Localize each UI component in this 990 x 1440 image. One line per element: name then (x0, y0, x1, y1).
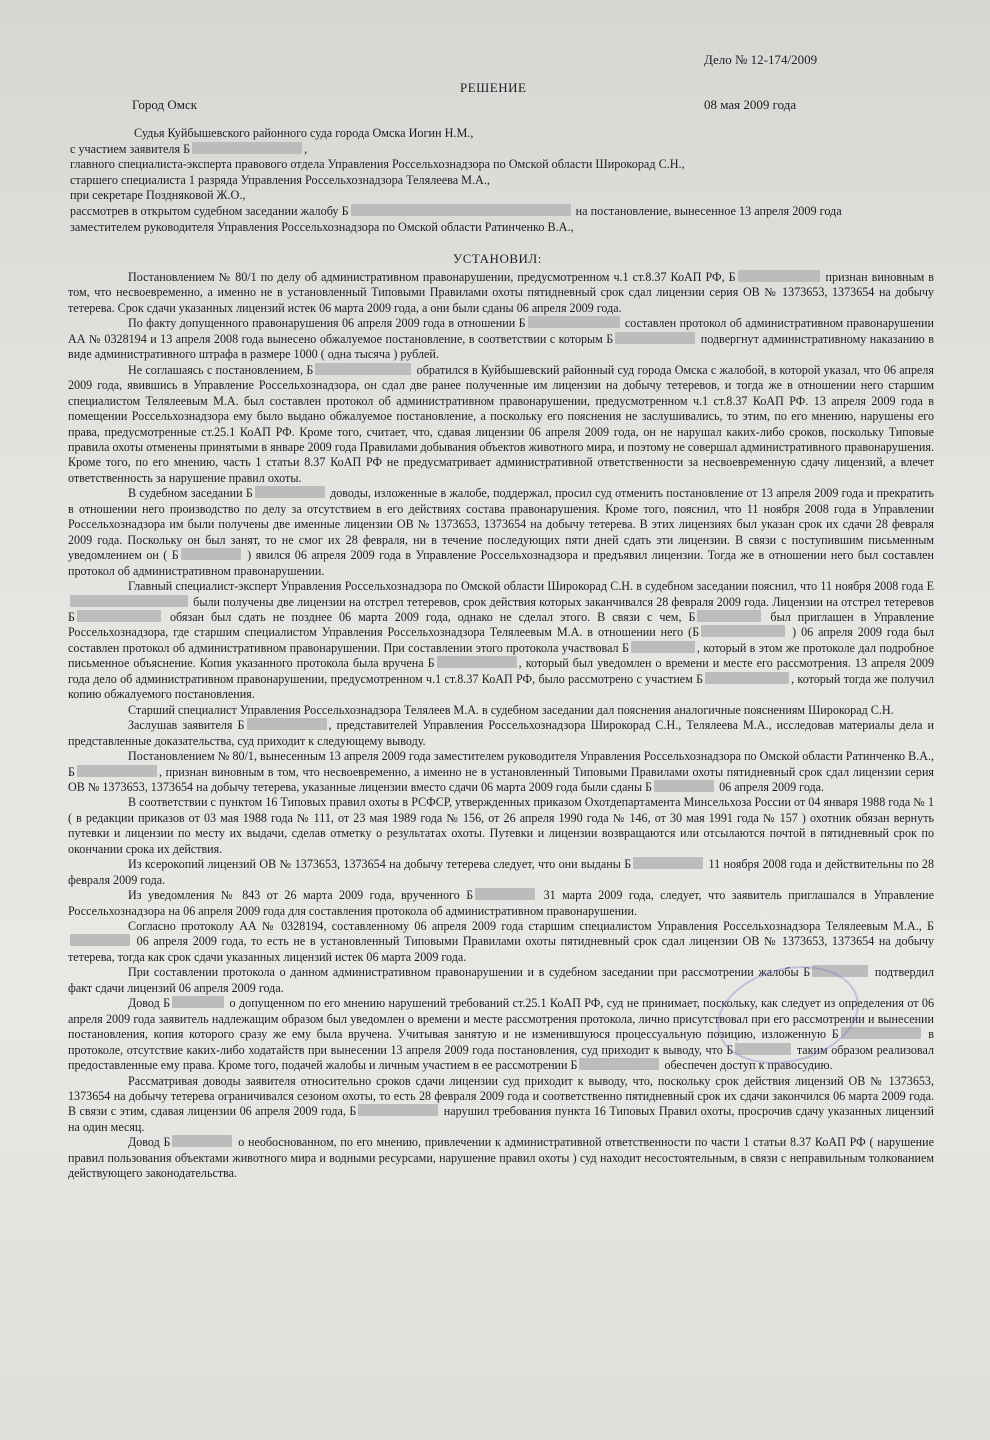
redaction (192, 142, 302, 154)
redaction (705, 672, 789, 684)
redaction (255, 486, 325, 498)
paragraph-text: Главный специалист-эксперт Управления Россельхознадзора по Омской области Широкорад С.Н. в судебном заседании пояснил, что 11 ноября 2008 года Е (128, 579, 934, 594)
redaction (528, 316, 620, 328)
paragraph (68, 703, 934, 718)
paragraph (68, 316, 934, 362)
redaction (738, 270, 820, 282)
paragraph (68, 1074, 934, 1136)
paragraph (68, 749, 934, 795)
redaction (247, 718, 327, 730)
redaction (77, 610, 161, 622)
paragraph-text: Не соглашаясь с постановлением, Б (128, 362, 314, 377)
paragraph-text: Из уведомления № 843 от 26 марта 2009 года, врученного Б (128, 888, 474, 903)
paragraph (68, 888, 934, 919)
paragraph-text: нарушил требования пункта 16 Типовых Правил охоты, просрочив сдачу указанных лицензий на один месяц. (68, 1104, 934, 1134)
paragraph-text: обеспечен доступ к правосудию. (661, 1058, 833, 1073)
paragraph-text: был приглашен в Управление Россельхознадзора, где старшим специалистом Управления Россельхознадзора Телялеевым М.А. в отношении него (Б (68, 609, 934, 640)
redaction (633, 857, 703, 869)
paragraph-text: подвергнут административному наказанию в виде административного штрафа в размере 1000 ( одна тысяча ) рублей. (68, 331, 934, 362)
paragraph-text: ) явился 06 апреля 2009 года в Управление Россельхознадзора и предъявил лицензии. Тогда же в отношении него был составлен протокол об административном правонарушении. (68, 548, 934, 578)
paragraph-text: были получены две лицензии на отстрел тетеревов, срок действия которых заканчивался 28 февраля 2009 года. Лицензии на отстрел тетеревов Б (68, 594, 934, 624)
paragraph-text: в протоколе, отсутствие каких-либо ходатайств при вынесении 13 апреля 2009 года постановления, суд приходит к выводу, что Б (68, 1027, 935, 1057)
paragraph-text: Заслушав заявителя Б (128, 718, 245, 733)
paragraph-text: 11 ноября 2008 года и действительны по 28 февраля 2009 года. (68, 857, 935, 887)
redaction (697, 610, 761, 622)
paragraph-text: Довод Б (128, 1135, 171, 1150)
redaction (615, 332, 695, 344)
paragraph-text: Довод Б (128, 996, 171, 1011)
intro-secretary: при секретаре Поздняковой Ж.О., (70, 188, 246, 203)
intro-block (70, 126, 936, 235)
paragraph-text: По факту допущенного правонарушения 06 апреля 2009 года в отношении Б (128, 316, 526, 331)
paragraph-text: о допущенном по его мнению нарушений требований ст.25.1 КоАП РФ, суд не принимает, поскольку, как следует из определения от 06 апреля 2009 года заявитель надлежащим образом был уведомлен о времени и месте рассмотрения протокола, лично присутствовал при его рассмотрении и вынесении постановления, копия которого сразу же ему была вручена. Учитывая занятую и не изменившуюся процессуальную позицию, изложенную Б (68, 996, 934, 1042)
paragraph-text: Постановлением № 80/1, вынесенным 13 апреля 2009 года заместителем руководителя Управления Россельхознадзора по Омской области Ратинченко В.А., Б (68, 749, 934, 779)
paragraph (68, 579, 934, 703)
paragraph (68, 486, 934, 579)
paragraph-text: обратился в Куйбышевский районный суд города Омска с жалобой, в которой указал, что 06 апреля 2009 года, явившись в Управление Россельхознадзора, он сдал две ранее полученные им лицензии на добычу тетеревов, и тогда же в отношении него старшим специалистом Телялеевым М.А. был составлен протокол об административном правонарушении, предусмотренном ч.1 ст.8.37 КоАП РФ. 13 апреля 2009 года в помещении Россельхознадзора ему было выдано обжалуемое постановление, а поскольку его пояснения не заслушивались, то этим, по его мнению, нарушены его права, предусмотренные ст.25.1 КоАП РФ. Кроме того, считает, что, сдавая лицензии 06 апреля 2009 года, он не нарушал каких-либо сроков, поскольку Типовые правила охоты отменены принятыми в январе 2009 года Правилами добывания объектов животного мира, и поэтому не совершал административного правонарушения. Кроме того, по его мнению, часть 1 статьи 8.37 КоАП РФ не предусматривает административной ответственности за несвоевременную сдачу лицензий, а влечет ответственность за нарушение правил охоты. (68, 362, 934, 485)
intro-specialist: старшего специалиста 1 разряда Управления Россельхознадзора Телялеева М.А., (70, 172, 490, 187)
paragraph (68, 919, 934, 965)
paragraph (68, 1135, 934, 1181)
paragraph-text: , который тогда же получил копию обжалуемого постановления. (68, 671, 934, 702)
paragraph-text: , который в этом же протоколе дал подробное письменное объяснение. Копия указанного протокола была вручена Б (68, 640, 934, 671)
redaction (172, 1135, 232, 1147)
date: 08 мая 2009 года (704, 97, 797, 112)
document-title: РЕШЕНИЕ (460, 80, 527, 95)
redaction (437, 656, 517, 668)
paragraph-text: В соответствии с пунктом 16 Типовых правил охоты в РСФСР, утвержденных приказом Охотдепартамента Минсельхоза России от 04 января 1988 года № 1 ( в редакции приказов от 03 мая 1988 года № 111, от 23 мая 1989 года № 156, от 26 апреля 1990 года № 146, от 30 мая 1991 года № 157 ) охотник обязан вернуть путевки и лицензии по месту их выдачи, сделав отметку о результатах охоты. Путевки и лицензии возвращаются или отсылаются почтой в пятидневный срок по окончании срока их действия. (68, 795, 934, 856)
paragraph-text: таким образом реализовал предоставленные ему права. Кроме того, подачей жалобы и личным участием в ее рассмотрении Б (68, 1042, 934, 1073)
redaction (701, 625, 785, 637)
intro-complaint: рассмотрев в открытом судебном заседании жалобу Б на постановление, вынесенное 13 апреля 2009 года (70, 203, 842, 218)
section-heading: УСТАНОВИЛ: (453, 251, 542, 266)
paragraph-text: , представителей Управления Россельхознадзора Широкорад С.Н., Телялеева М.А., исследовав материалы дела и представленные доказательства, суд приходит к следующему выводу. (68, 718, 934, 748)
intro-expert: главного специалиста-эксперта правового отдела Управления Россельхознадзора по Омской области Широкорад С.Н., (70, 157, 685, 172)
paragraph-text: составлен протокол об административном правонарушении АА № 0328194 и 13 апреля 2008 года вынесено обжалуемое постановление, в соответствии с которым Б (68, 316, 934, 346)
paragraph (68, 270, 934, 316)
paragraph (68, 857, 934, 888)
paragraph-text: , признан виновным в том, что несвоевременно, а именно не в установленный Типовыми Правилами охоты пятидневный срок сдал лицензии серия ОВ № 1373653, 1373654 на добычу тетерева, указанные лицензии вместо сдачи 06 марта 2009 года были сданы Б (68, 764, 934, 794)
redaction (70, 934, 130, 946)
paragraph-text: Постановлением № 80/1 по делу об административном правонарушении, предусмотренном ч.1 ст.8.37 КоАП РФ, Б (128, 270, 736, 284)
redaction (315, 363, 411, 375)
paragraph-text: 31 марта 2009 года, следует, что заявитель приглашался в Управление Россельхознадзора на 06 апреля 2009 года для составления протокола об административном правонарушении. (68, 888, 934, 918)
redaction (475, 888, 535, 900)
paragraph-text: Рассматривая доводы заявителя относительно сроков сдачи лицензии суд приходит к выводу, что, поскольку срок действия лицензий ОВ № 1373653, 1373654 на добычу тетерева ограничивался сезоном охоты, то есть 28 февраля 2009 года и соответственно пятидневный срок их сдачи закончился 06 марта 2009 года. В связи с этим, сдавая лицензии 06 апреля 2009 года, Б (68, 1073, 934, 1119)
redaction (841, 1027, 921, 1039)
paragraph-text: о необоснованном, по его мнению, привлечении к административной ответственности по части 1 статьи 8.37 КоАП РФ ( нарушение правил пользования объектами животного мира и водными ресурсами, нарушение правил охоты ) суд находит несостоятельным, в связи с неправильным толкованием действующего законодательства. (68, 1135, 934, 1181)
intro-judge: Судья Куйбышевского районного суда города Омска Иогин Н.М., (134, 126, 474, 140)
redaction (631, 641, 695, 653)
paragraph-text: признан виновным в том, что несвоевременно, а именно не в установленный Типовыми Правилами охоты пятидневный срок сдал лицензии серия ОВ № 1373653, 1373654 на добычу тетерева. Срок сдачи указанных лицензий истек 06 марта 2009 года, а они были сданы 06 апреля 2009 года. (68, 270, 934, 315)
paragraph-text: Из ксерокопий лицензий ОВ № 1373653, 1373654 на добычу тетерева следует, что они выданы Б (128, 857, 632, 872)
paragraph-text: , который был уведомлен о времени и месте его рассмотрения. 13 апреля 2009 года дело об административном правонарушении, предусмотренном ч.1 ст.8.37 КоАП РФ, было рассмотрено с участием Б (68, 656, 934, 686)
paragraph-text: В судебном заседании Б (128, 486, 253, 501)
redaction (351, 204, 571, 216)
redaction (77, 765, 157, 777)
redaction (70, 595, 188, 607)
intro-deputy: заместителем руководителя Управления Россельхознадзора по Омской области Ратинченко В.А., (70, 219, 574, 234)
paragraph-text: подтвердил факт сдачи лицензий 06 апреля 2009 года. (68, 965, 934, 995)
paragraph (68, 363, 934, 487)
case-number: Дело № 12-174/2009 (704, 52, 818, 67)
paragraph-text: 06 апреля 2009 года, то есть не в установленный Типовыми Правилами охоты пятидневный срок сдал лицензии ОВ № 1373653, 1373654 на добычу тетерева, тогда как срок сдачи указанных лицензий истек 06 марта 2009 года. (68, 934, 934, 964)
paragraph-text: Согласно протоколу АА № 0328194, составленному 06 апреля 2009 года старшим специалистом Управления Россельхознадзора Телялеевым М.А., Б (128, 919, 934, 934)
redaction (358, 1104, 438, 1116)
paragraph (68, 795, 934, 857)
paragraph (68, 718, 934, 749)
redaction (181, 548, 241, 560)
paragraph-text: обязан был сдать не позднее 06 марта 2009 года, однако не сделал этого. В связи с чем, Б (162, 609, 696, 624)
paragraph-text: доводы, изложенные в жалобе, поддержал, просил суд отменить постановление от 13 апреля 2009 года и прекратить в отношении него производство по делу за отсутствием в его действиях состава правонарушения. Кроме того, пояснил, что 11 ноября 2008 года в Управлении Россельхознадзора им были получены две именные лицензии ОВ № 1373653, 1373654 на добычу тетерева. В этих лицензиях был указан срок их сдачи 28 февраля 2009 года. Поскольку он был занят, то не смог их 28 февраля, ни в течение последующих пяти дней сдать эти лицензии. В связи с поступившим письменным уведомлением он ( Б (68, 486, 934, 563)
paragraph-text: При составлении протокола о данном административном правонарушении и в судебном заседании при рассмотрении жалобы Б (128, 965, 811, 980)
redaction (654, 780, 714, 792)
city: Город Омск (132, 97, 198, 112)
intro-applicant: с участием заявителя Б , (70, 141, 308, 156)
redaction (579, 1058, 659, 1070)
paragraph-text: Старший специалист Управления Россельхознадзора Телялеев М.А. в судебном заседании дал пояснения аналогичные пояснениям Широкорад С.Н. (128, 702, 894, 717)
paragraph-text: ) 06 апреля 2009 года был составлен протокол об административном правонарушении. При составлении этого протокола участвовал Б (68, 625, 934, 655)
redaction (172, 996, 224, 1008)
paragraph-text: 06 апреля 2009 года. (716, 779, 825, 794)
